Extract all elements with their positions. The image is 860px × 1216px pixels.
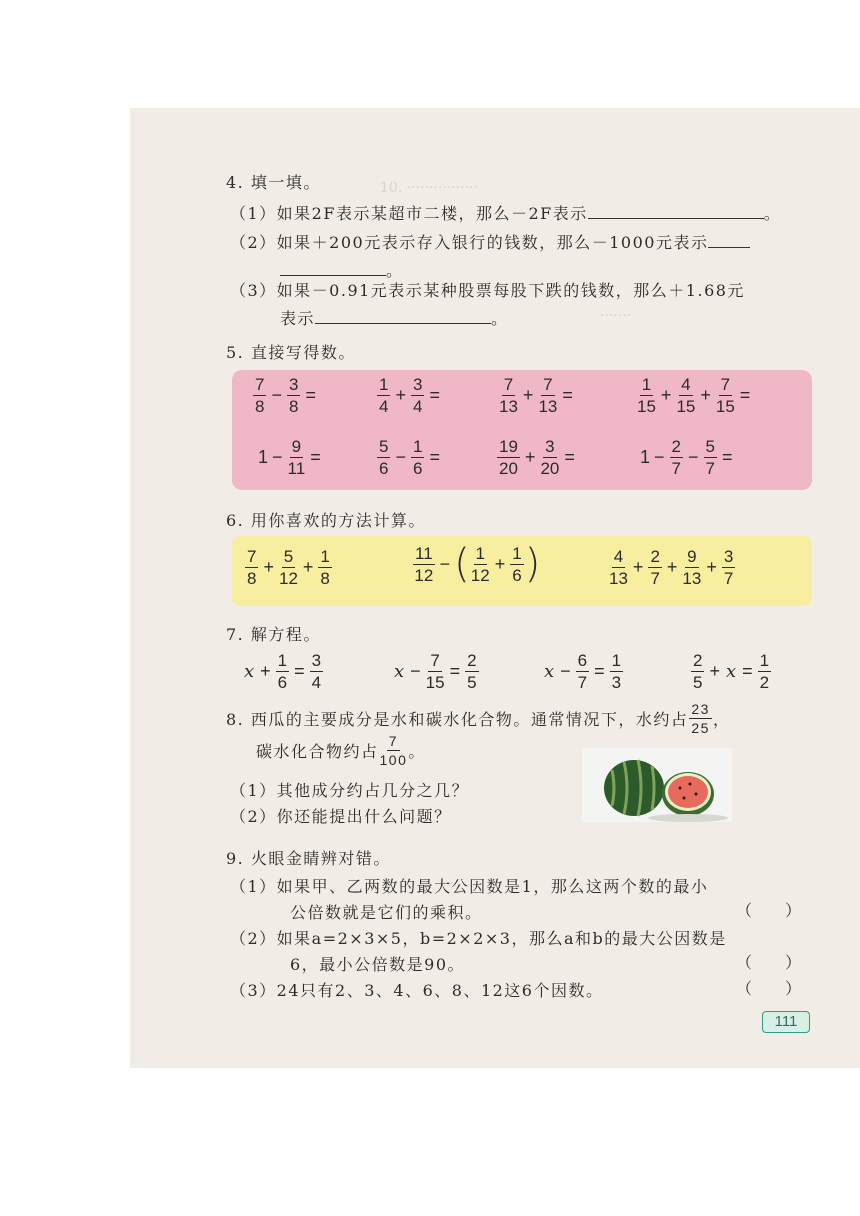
fraction-numerator: 1 [412,437,423,456]
fraction-denominator: 6 [277,673,288,692]
fraction-denominator: 8 [288,397,299,416]
fraction-numerator: 7 [388,733,399,749]
fraction [245,548,258,587]
math-operator: + [632,557,644,577]
fraction [540,438,559,477]
answer-blank[interactable] [280,261,386,276]
q9-item2-answer-paren[interactable]: （ ） [736,953,816,972]
q4-heading: 4. 填一填。 [226,173,321,192]
fraction [287,376,300,415]
fraction-numerator: 1 [641,375,652,394]
fraction-numerator: 7 [720,375,731,394]
fraction-numerator: 6 [577,651,588,670]
fraction-denominator: 100 [379,752,408,768]
math-operator: = [294,661,305,681]
fraction-denominator: 3 [611,673,622,692]
q4-item1-end: 。 [763,204,782,223]
fraction-numerator: 9 [687,547,697,566]
math-operator: − [272,447,283,467]
q5-expr-1 [252,376,320,415]
math-operator: = [429,385,440,405]
fraction [497,438,520,477]
math-operator: = [305,385,316,405]
fraction-numerator: 3 [412,375,423,394]
fraction-numerator: 5 [379,437,389,456]
fraction-numerator: 1 [379,375,389,394]
fraction-denominator: 6 [379,459,389,478]
number: 1 [640,447,651,467]
fraction-denominator: 13 [609,569,628,588]
math-operator: + [494,553,506,574]
q8-line2-text: 碳水化合物约占 [256,742,379,761]
q7-heading: 7. 解方程。 [226,625,321,644]
q4-item3-text: （3）如果－0.91元表示某种股票每股下跌的钱数，那么＋1.68元 [230,281,745,300]
answer-blank[interactable] [708,233,750,248]
variable-x: x [725,661,737,682]
fraction-denominator: 7 [705,459,715,478]
fraction-denominator: 13 [538,397,558,416]
fraction-numerator: 4 [681,375,691,394]
math-operator: + [524,447,536,467]
fraction-denominator: 12 [414,565,434,585]
fraction-numerator: 23 [691,701,710,717]
q4-item1-text: （1）如果2F表示某超市二楼，那么－2F表示 [230,204,588,223]
watermelon-photo [582,748,732,822]
math-operator: = [310,447,321,467]
fraction [670,438,683,477]
q7-eq-2 [392,652,480,691]
fraction-denominator: 7 [723,569,734,588]
fraction [610,652,623,691]
math-operator: + [660,385,672,405]
math-operator: + [522,385,534,405]
fraction-numerator: 7 [543,375,553,394]
q8-sub1: （1）其他成分约占几分之几？ [230,781,470,800]
fraction [637,376,656,415]
q5-expr-4 [636,376,754,415]
fraction-numerator: 11 [415,543,433,563]
math-operator: = [449,661,461,681]
fraction-numerator: 7 [503,375,514,394]
fraction-denominator: 8 [320,569,330,588]
fraction [288,438,306,477]
q9-item3: （3）24只有2、3、4、6、8、12这6个因数。 [230,981,604,1000]
fraction-denominator: 13 [682,569,702,588]
q7-eq-4 [690,652,772,691]
q5-expr-5 [258,438,325,477]
fraction-denominator: 5 [467,673,477,692]
math-operator: − [560,661,571,681]
math-operator: + [709,661,720,681]
fraction-denominator: 6 [412,459,423,478]
q8-carb-fraction [380,734,408,767]
fraction [609,548,628,587]
fraction-denominator: 12 [278,569,298,588]
fraction-denominator: 4 [379,397,389,416]
q4-item2 [230,230,750,253]
fraction [722,548,735,587]
bleed-through-text: ······· [600,308,632,324]
fraction [704,438,717,477]
fraction [676,376,695,415]
math-operator: + [700,385,711,405]
textbook-page [130,108,860,1068]
fraction [411,438,424,477]
fraction [413,545,435,584]
q8-line1-text: 8. 西瓜的主要成分是水和碳水化合物。通常情况下，水约占 [226,710,689,729]
parenthesis: ( [454,541,470,587]
fraction [377,438,390,477]
q4-item3-line2 [280,306,509,329]
math-operator: = [594,661,605,681]
q7-eq-1 [242,652,324,691]
q8-line1: 8. 西瓜的主要成分是水和碳水化合物。通常情况下，水约占 $\frac{23}{25}$ ， [226,701,731,736]
q4-item3 [230,278,745,301]
fraction-denominator: 5 [693,673,703,692]
fraction-denominator: 7 [671,459,681,478]
fraction [682,548,701,587]
fraction-denominator: 20 [499,459,518,478]
fraction-numerator: 3 [723,547,734,566]
fraction-denominator: 6 [512,565,522,585]
fraction [691,652,704,691]
q5-expr-3 [498,376,577,415]
fraction-numerator: 3 [311,651,322,670]
q9-item1-a: （1）如果甲、乙两数的最大公因数是1，那么这两个数的最小 [230,877,709,896]
fraction-numerator: 7 [247,547,257,566]
q6-expr-1 [244,548,333,587]
math-operator: − [410,661,421,681]
fraction-denominator: 25 [691,720,710,736]
fraction-numerator: 2 [693,651,703,670]
q6-expr-3 [608,548,736,587]
q4-item3-end: 。 [491,309,509,328]
q9-heading: 9. 火眼金睛辨对错。 [226,849,391,868]
q4-item2-end: 。 [386,261,404,280]
math-operator: + [263,557,274,577]
q5-heading: 5. 直接写得数。 [226,343,356,362]
q4-item3-cont: 表示 [280,309,316,328]
q5-expr-7 [496,438,579,477]
fraction-numerator: 5 [283,547,294,566]
fraction-denominator: 4 [412,397,423,416]
variable-x: x [244,661,255,682]
page-number: 111 [762,1011,810,1033]
fraction-denominator: 8 [255,397,265,416]
q4-item1 [230,201,781,224]
fraction [510,545,523,584]
q9-item2-b: 6，最小公倍数是90。 [290,955,466,974]
math-operator: = [562,385,573,405]
fraction-numerator: 3 [545,437,555,456]
math-operator: = [429,447,440,467]
q4-item2-text: （2）如果＋200元表示存入银行的钱数，那么－1000元表示 [230,233,709,252]
q9-item3-answer-paren[interactable]: （ ） [736,979,816,998]
fraction-denominator: 7 [650,569,660,588]
fraction [758,652,771,691]
fraction-denominator: 15 [715,397,735,416]
fraction-numerator: 1 [320,547,330,566]
q6-expr-2 [412,541,541,587]
math-operator: − [395,447,406,467]
fraction-numerator: 2 [671,437,681,456]
fraction-numerator: 7 [430,651,440,670]
math-operator: = [564,447,575,467]
answer-blank[interactable] [315,309,491,324]
q8-line2: 碳水化合物约占 $\frac{7}{100}$ 。 [256,733,426,768]
q5-expr-8 [640,438,737,477]
math-operator: + [395,385,406,405]
fraction-numerator: 2 [467,651,477,670]
fraction-denominator: 15 [637,397,656,416]
fraction-denominator: 20 [540,459,560,478]
fraction-numerator: 3 [288,375,299,394]
q8-water-fraction [689,702,712,735]
q6-heading: 6. 用你喜欢的方法计算。 [226,511,426,530]
fraction-numerator: 1 [611,651,622,670]
q5-expr-6 [376,438,444,477]
fraction-numerator: 1 [512,543,522,563]
fraction [310,652,323,691]
fraction-denominator: 2 [759,673,770,692]
math-operator: + [706,557,717,577]
fraction [471,545,490,584]
fraction [318,548,331,587]
variable-x: x [544,661,555,682]
fraction [576,652,589,691]
fraction [538,376,557,415]
math-operator: − [439,553,451,574]
fraction-denominator: 4 [311,673,322,692]
fraction [716,376,735,415]
math-operator: = [739,385,751,405]
fraction-numerator: 1 [759,651,770,670]
fraction [377,376,390,415]
variable-x: x [394,661,405,682]
fraction-numerator: 7 [255,375,265,394]
fraction-denominator: 13 [499,397,518,416]
q9-item1-answer-paren[interactable]: （ ） [736,901,816,920]
fraction [411,376,424,415]
math-operator: − [688,447,699,467]
fraction [426,652,445,691]
number: 1 [258,447,269,467]
math-operator: = [742,661,753,681]
q5-expr-2 [376,376,444,415]
answer-blank[interactable] [588,204,764,219]
fraction-numerator: 4 [613,547,624,566]
math-operator: = [721,447,733,467]
math-operator: + [260,661,271,681]
fraction [465,652,478,691]
fraction-denominator: 7 [577,673,588,692]
fraction [648,548,661,587]
bleed-through-text: 10. ················ [380,180,478,196]
fraction-denominator: 15 [676,397,696,416]
fraction [276,652,289,691]
fraction-numerator: 1 [475,543,485,563]
fraction [253,376,266,415]
fraction-numerator: 9 [291,437,302,456]
parenthesis: ) [524,541,541,587]
q9-item1-b: 公倍数就是它们的乘积。 [290,903,483,922]
fraction [499,376,518,415]
fraction-numerator: 19 [499,437,518,456]
fraction-numerator: 2 [650,547,660,566]
fraction-numerator: 5 [705,437,715,456]
math-operator: − [654,447,665,467]
q9-item2-a: （2）如果a=2×3×5，b=2×2×3，那么a和b的最大公因数是 [230,929,727,948]
math-operator: + [302,557,314,577]
math-operator: + [666,557,678,577]
fraction-denominator: 8 [247,569,257,588]
fraction-denominator: 12 [470,565,490,585]
fraction-numerator: 1 [277,651,288,670]
q8-sub2: （2）你还能提出什么问题？ [230,807,452,826]
math-operator: − [271,385,282,405]
fraction-denominator: 11 [287,459,306,478]
fraction [279,548,298,587]
fraction-denominator: 15 [425,673,445,692]
q7-eq-3 [542,652,624,691]
